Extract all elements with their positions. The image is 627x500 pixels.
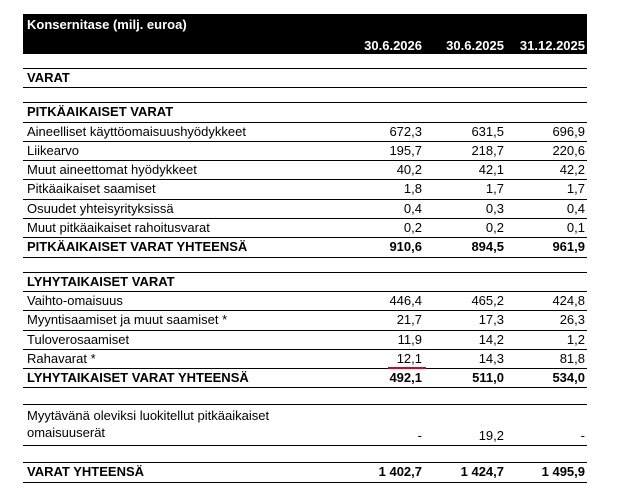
section-heading-varat: VARAT [23,68,587,88]
row-value-v3: 1,2 [566,331,585,347]
row-value-v1: 446,4 [389,292,422,308]
balance-sheet-table [23,14,587,483]
table-row [23,142,587,161]
row-value-v1: 1,8 [403,181,422,197]
table-row [23,292,587,311]
row-label: Vaihto-omaisuus [27,292,123,308]
row-value-v3: 81,8 [559,350,585,366]
row-value-v2: 14,2 [478,331,504,347]
row-value-v3: 424,8 [552,292,585,308]
table-row [23,350,587,369]
column-header-30-6-2026: 30.6.2026 [364,38,422,53]
table-row [23,200,587,219]
table-row [23,161,587,180]
row-value-v2: 0,3 [485,200,504,216]
table-row [23,219,587,238]
row-value-v1: 12,1 [396,350,422,366]
table-header [23,14,587,54]
row-value-v2: 14,3 [478,350,504,366]
column-header-31-12-2025: 31.12.2025 [519,38,585,53]
row-label: Pitkäaikaiset saamiset [27,181,156,197]
row-label: Osuudet yhteisyrityksissä [27,200,174,216]
total-row-lyhytaikaiset: LYHYTAIKAISET VARAT YHTEENSÄ 492,1 511,0 534,0 [23,369,587,388]
row-value-v3: 220,6 [552,142,585,158]
row-label: Tuloverosaamiset [27,331,130,347]
grand-total-row: VARAT YHTEENSÄ 1 402,7 1 424,7 1 495,9 [23,462,587,482]
row-label: Myyntisaamiset ja muut saamiset * [27,312,228,328]
row-value-v2: 0,2 [485,220,504,236]
row-value-v1: 40,2 [396,162,422,178]
row-value-v3: 0,4 [566,200,585,216]
row-value-v2: 17,3 [478,312,504,328]
row-label: Rahavarat * [27,350,96,366]
row-value-v3: 0,1 [566,220,585,236]
table-title: Konsernitase (milj. euroa) [27,17,187,32]
row-label: Muut aineettomat hyödykkeet [27,162,197,178]
row-label: Aineelliset käyttöomaisuushyödykkeet [27,123,246,139]
row-value-v3: 696,9 [552,123,585,139]
row-value-v3: 26,3 [559,312,585,328]
row-value-v2: 218,7 [471,142,504,158]
column-header-30-6-2025: 30.6.2025 [446,38,504,53]
table-row [23,180,587,199]
table-row [23,331,587,350]
section-heading-lyhytaikaiset: LYHYTAIKAISET VARAT [23,272,587,292]
row-value-v2: 631,5 [471,123,504,139]
row-value-v3: 42,2 [559,162,585,178]
row-label: Liikearvo [27,142,80,158]
row-label: Muut pitkäaikaiset rahoitusvarat [27,220,210,236]
row-value-v1: 0,4 [403,200,422,216]
row-value-v1: 11,9 [397,331,422,347]
row-value-v3: 1,7 [566,181,585,197]
row-value-v1: 0,2 [403,220,422,236]
row-value-v2: 1,7 [485,181,504,197]
row-value-v1: 672,3 [389,123,422,139]
row-value-v2: 42,1 [478,162,504,178]
row-value-v2: 465,2 [471,292,504,308]
table-row [23,311,587,330]
section-heading-pitkaaikaiset: PITKÄAIKAISET VARAT [23,102,587,122]
row-value-v1: 195,7 [389,142,422,158]
row-myytavana-olevat: Myytävänä oleviksi luokitellut pitkäaikaiset omaisuuserät - 19,2 - [23,404,587,446]
row-value-v1: 21,7 [396,312,422,328]
total-row-pitkaaikaiset: PITKÄAIKAISET VARAT YHTEENSÄ 910,6 894,5 961,9 [23,238,587,257]
table-row [23,123,587,142]
